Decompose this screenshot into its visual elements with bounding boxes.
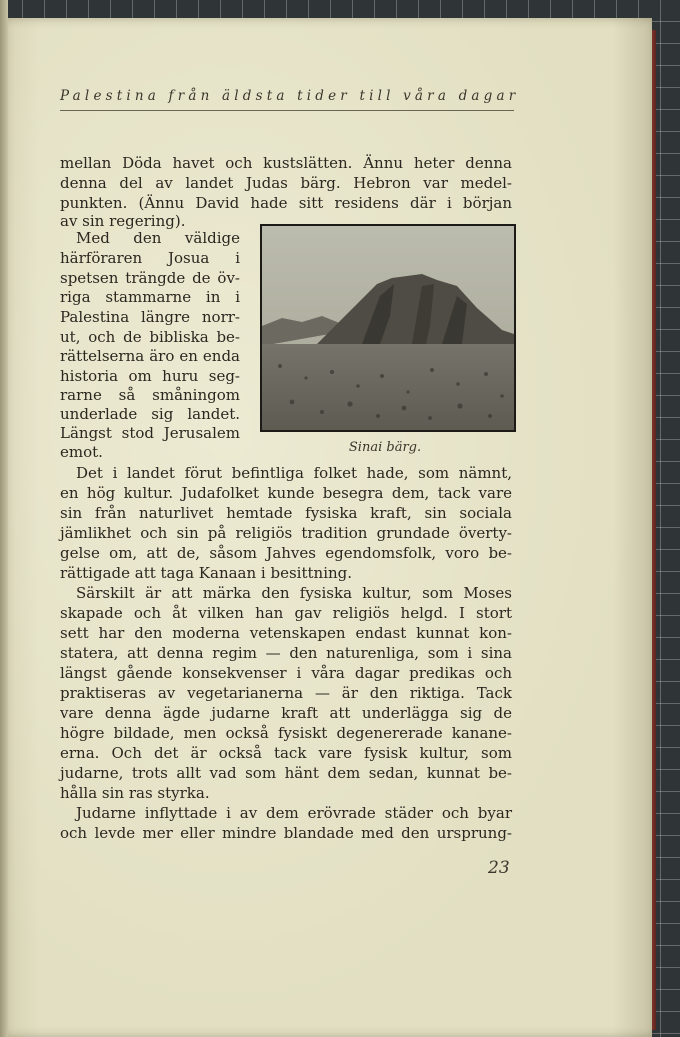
text-line: judarne, trots allt vad som hänt dem sedan, kunnat be-	[60, 764, 512, 782]
text-line: av sin regering).	[60, 212, 186, 230]
text-line: sett har den moderna vetenskapen endast kunnat kon-	[60, 624, 512, 642]
text-line: emot.	[60, 443, 103, 461]
text-line: härföraren Josua i	[60, 249, 240, 267]
header-rule	[60, 110, 514, 111]
text-line: rarne så småningom	[60, 386, 240, 404]
text-line: Längst stod Jerusalem	[60, 424, 240, 442]
mountain-photo	[260, 224, 516, 432]
text-line: mellan Döda havet och kustslätten. Ännu heter denna	[60, 154, 512, 172]
text-line: Det i landet förut befintliga folket hade, som nämnt,	[76, 464, 512, 482]
text-line: Med den väldige	[76, 229, 240, 247]
figure-caption: Sinai bärg.	[348, 440, 422, 455]
text-line: och levde mer eller mindre blandade med den ursprung-	[60, 824, 512, 842]
text-line: punkten. (Ännu David hade sitt residens där i början	[60, 194, 512, 212]
book-page	[0, 18, 652, 1037]
page-number: 23	[488, 858, 510, 878]
text-line: praktiseras av vegetarianerna — är den riktiga. Tack	[60, 684, 512, 702]
text-line: Judarne inflyttade i av dem erövrade städer och byar	[76, 804, 512, 822]
text-line: spetsen trängde de öv-	[60, 269, 240, 287]
text-line: underlade sig landet.	[60, 405, 240, 423]
text-line: rättigade att taga Kanaan i besittning.	[60, 564, 353, 582]
text-line: sin från naturlivet hemtade fysiska kraft, sin sociala	[60, 504, 512, 522]
text-line: erna. Och det är också tack vare fysisk kultur, som	[60, 744, 512, 762]
running-head: Palestina från äldsta tider till våra dagar	[60, 88, 520, 104]
text-line: riga stammarne in i	[60, 288, 240, 306]
text-line: Palestina längre norr-	[60, 308, 240, 326]
text-line: skapade och åt vilken han gav religiös helgd. I stort	[60, 604, 512, 622]
text-line: högre bildade, men också fysiskt degenererade kananе-	[60, 724, 512, 742]
text-line: rättelserna äro en enda	[60, 347, 240, 365]
text-line: denna del av landet Judas bärg. Hebron var medel-	[60, 174, 512, 192]
text-line: ut, och de bibliska be-	[60, 328, 240, 346]
page-spine-edge	[0, 0, 8, 1037]
mountain-photo-image	[262, 226, 514, 430]
text-line: hålla sin ras styrka.	[60, 784, 210, 802]
text-line: historia om huru seg-	[60, 367, 240, 385]
text-line: Särskilt är att märka den fysiska kultur, som Moses	[76, 584, 512, 602]
text-line: statera, att denna regim — den naturenliga, som i sina	[60, 644, 512, 662]
text-line: gelse om, att de, såsom Jahves egendomsfolk, voro be-	[60, 544, 512, 562]
text-line: jämlikhet och sin på religiös tradition grundade överty-	[60, 524, 512, 542]
text-line: en hög kultur. Judafolket kunde besegra dem, tack vare	[60, 484, 512, 502]
text-line: vare denna ägde judarne kraft att underlägga sig de	[60, 704, 512, 722]
text-line: längst gående konsekvenser i våra dagar predikas och	[60, 664, 512, 682]
